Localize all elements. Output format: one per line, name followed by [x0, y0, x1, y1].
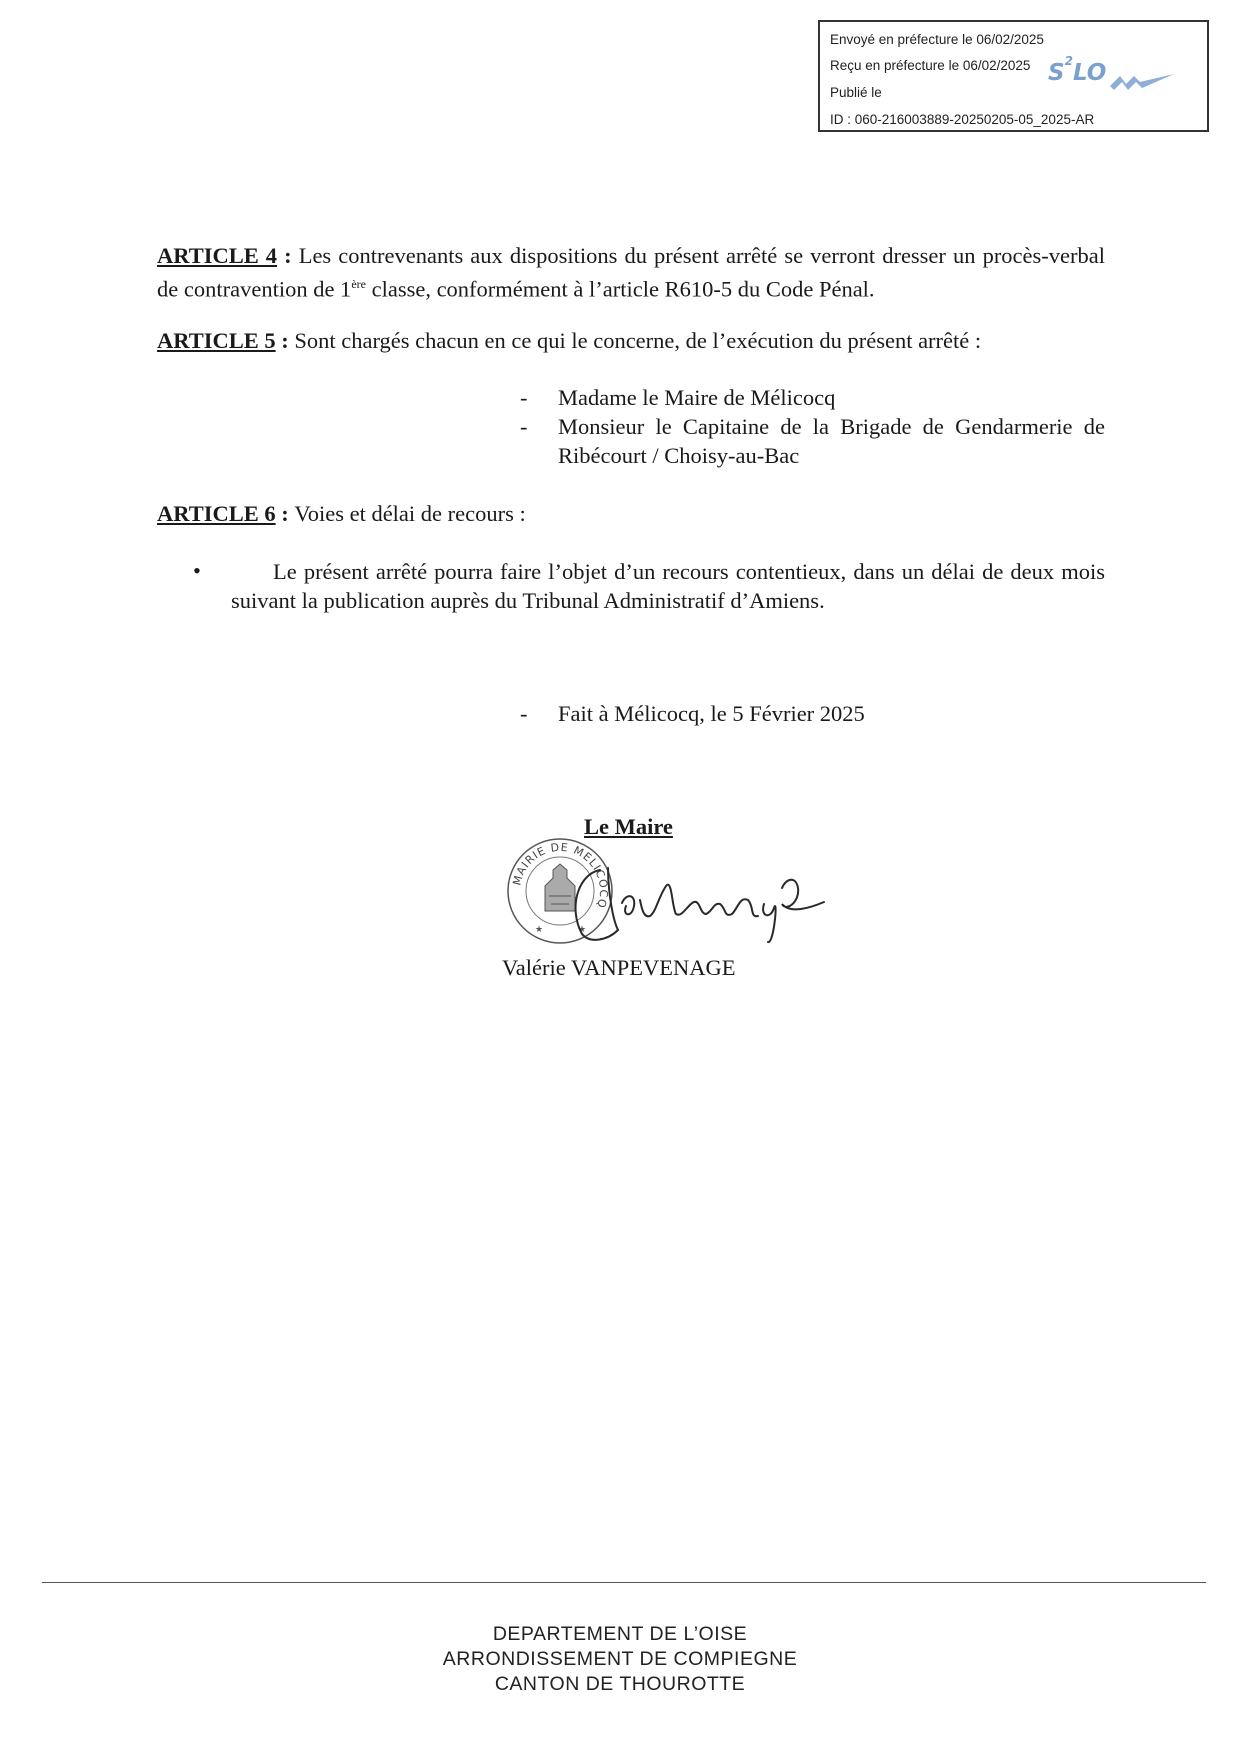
bullet-icon: •	[193, 558, 201, 583]
signatory-name: Valérie VANPEVENAGE	[502, 955, 736, 980]
article-5-heading: ARTICLE 5 :	[157, 328, 295, 353]
list-item-text: Monsieur le Capitaine de la Brigade de Gendarmerie de Ribécourt / Choisy-au-Bac	[558, 414, 1105, 468]
article-5-text: Sont chargés chacun en ce qui le concerne, de l’exécution du présent arrêté :	[294, 328, 982, 353]
svg-text:★: ★	[535, 925, 544, 935]
bullet-text: Le présent arrêté pourra faire l’objet d’un recours contentieux, dans un délai de deux mois suivant la publication auprès du Tribunal Administratif d’Amiens.	[231, 559, 1105, 613]
svg-text:★: ★	[578, 925, 587, 935]
footer-divider	[42, 1582, 1206, 1583]
article-6-text: Voies et délai de recours :	[294, 501, 526, 526]
handwritten-signature	[560, 848, 830, 948]
article-6	[157, 499, 1105, 528]
list-item-text: Madame le Maire de Mélicocq	[558, 385, 836, 410]
article-4-heading: ARTICLE 4 :	[157, 243, 299, 268]
article-4	[157, 241, 1105, 304]
prefecture-stamp	[818, 20, 1209, 132]
footer-line-2: ARRONDISSEMENT DE COMPIEGNE	[442, 1648, 798, 1670]
fait-a-text: Fait à Mélicocq, le 5 Février 2025	[558, 701, 865, 726]
article-4-sup: ère	[351, 277, 366, 291]
article-6-heading: ARTICLE 6 :	[157, 501, 295, 526]
stamp-id: ID : 060-216003889-20250205-05_2025-AR	[830, 112, 1095, 127]
stamp-sent-date: Envoyé en préfecture le 06/02/2025	[830, 32, 1044, 47]
stamp-received-date: Reçu en préfecture le 06/02/2025	[830, 58, 1031, 73]
svg-text:MAIRIE DE MELICOCQ: MAIRIE DE MELICOCQ	[510, 840, 611, 911]
s2low-swoosh-icon	[1108, 70, 1178, 94]
article-4-text-after: classe, conformément à l’article R610-5 du Code Pénal.	[365, 276, 875, 302]
footer-line-1: DEPARTEMENT DE L’OISE	[492, 1623, 748, 1645]
signatory-title: Le Maire	[584, 814, 673, 839]
article-5	[157, 326, 1105, 355]
article-4-text-before: Les contrevenants aux dispositions du présent arrêté se verront dresser un procès-verbal de contravention de 1	[157, 243, 1105, 302]
footer-line-3: CANTON DE THOUROTTE	[494, 1673, 746, 1695]
stamp-published: Publié le	[830, 85, 882, 100]
s2low-logo: $S^2LO$	[1048, 54, 1107, 86]
